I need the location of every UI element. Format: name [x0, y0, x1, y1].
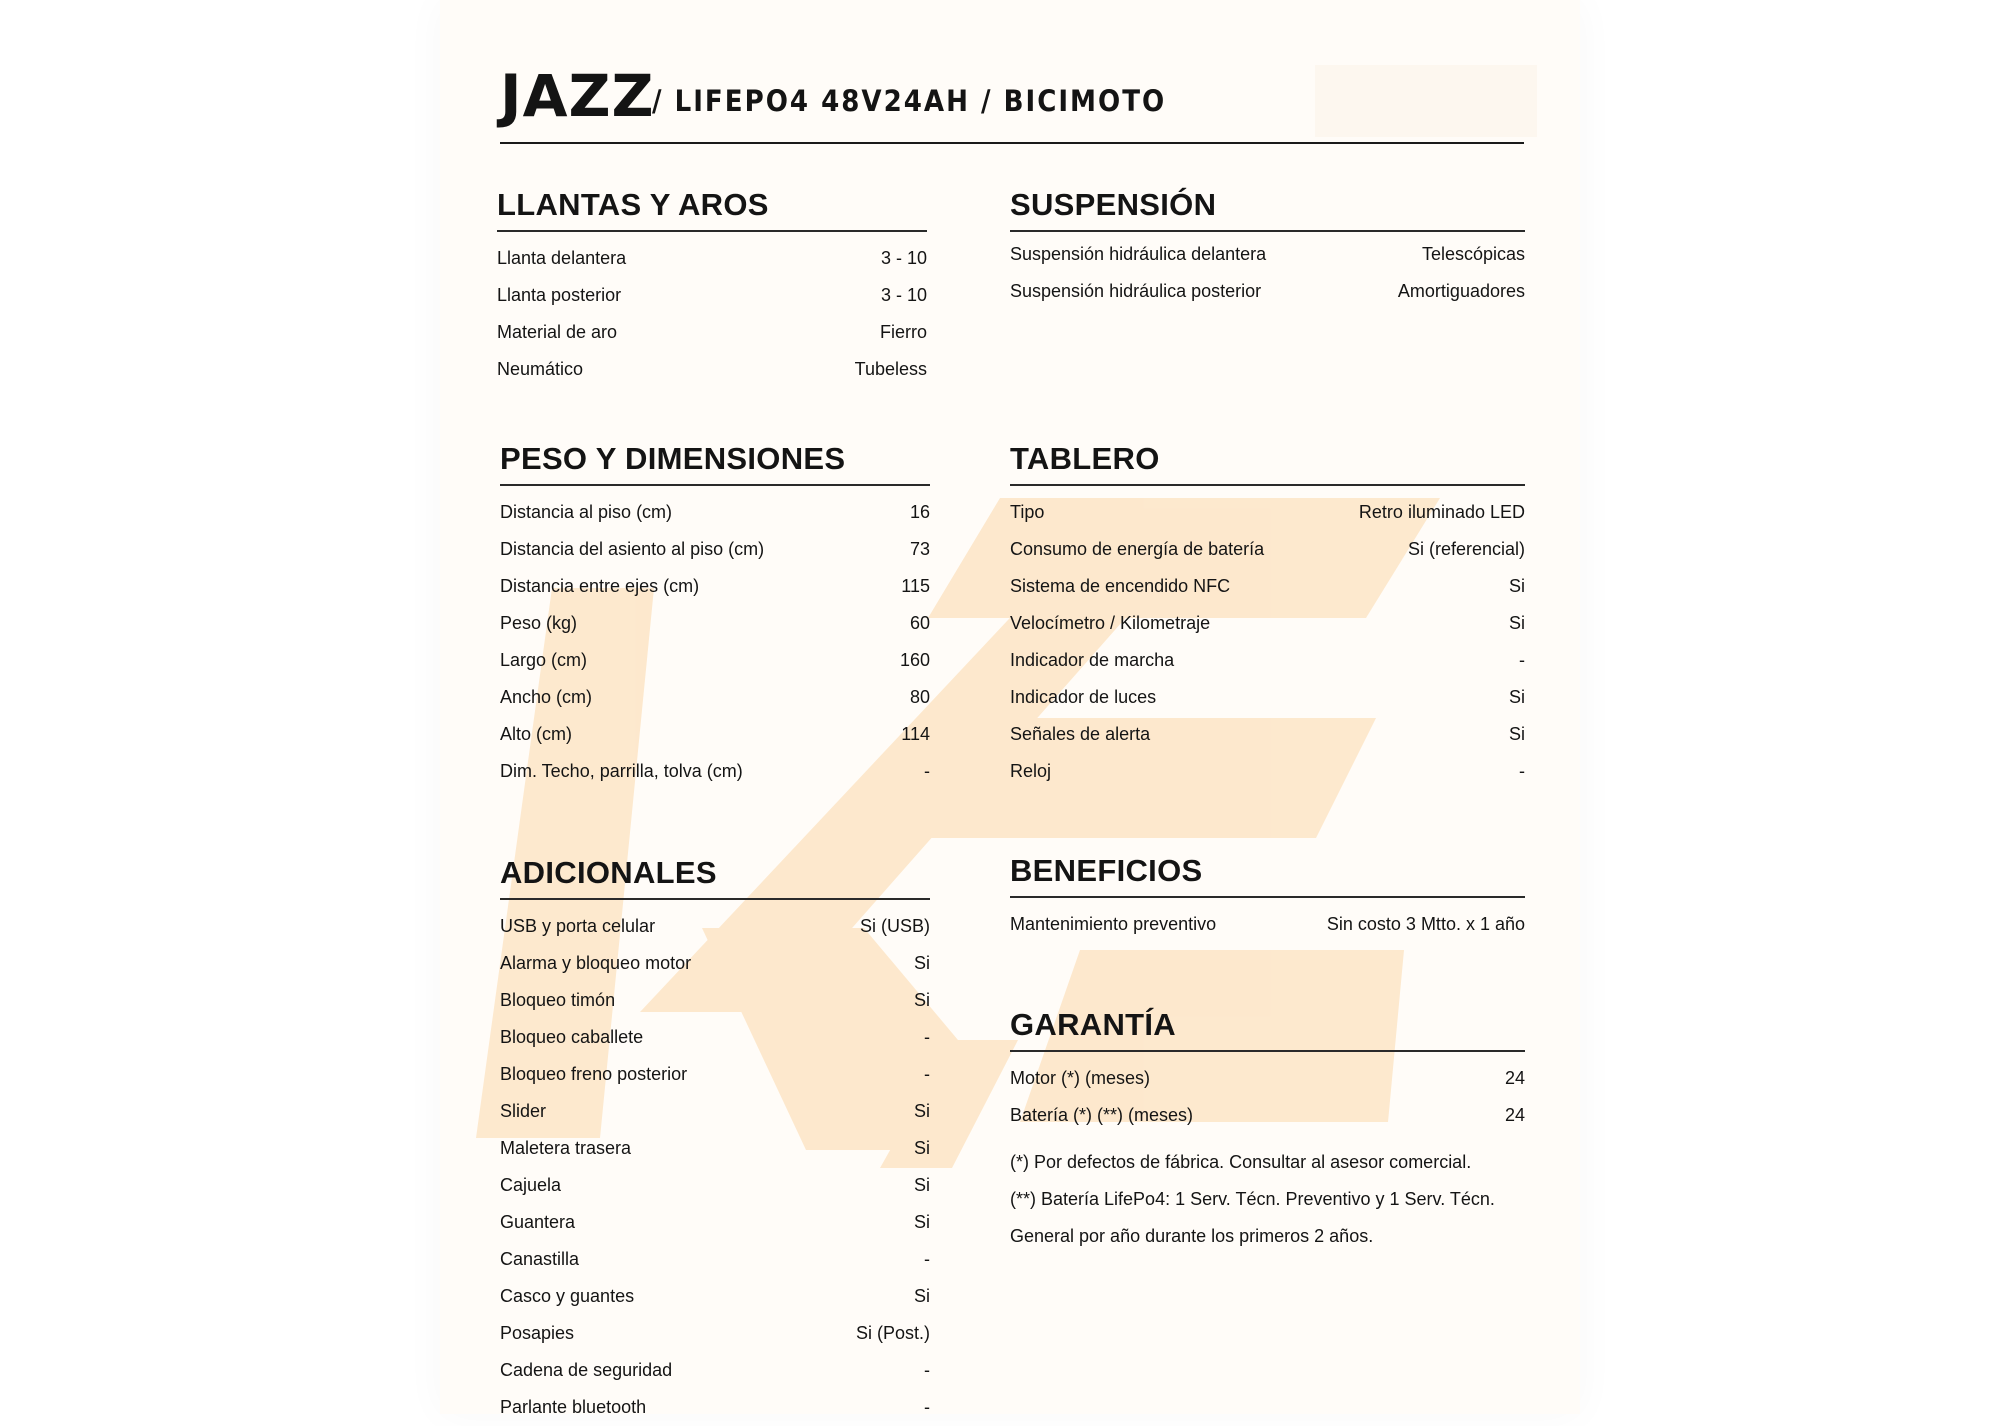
brand-name: JAZZ: [500, 62, 655, 130]
spec-row: [497, 314, 927, 351]
spec-label: Largo (cm): [500, 650, 588, 670]
spec-value: Si: [913, 1138, 930, 1158]
spec-row: [497, 240, 927, 277]
spec-label: Parlante bluetooth: [500, 1397, 647, 1417]
section-title: PESO Y DIMENSIONES: [500, 434, 930, 486]
spec-label: Suspensión hidráulica delantera: [1010, 244, 1267, 264]
spec-row: [1010, 494, 1525, 531]
spec-value: -: [1519, 650, 1525, 670]
spec-label: Reloj: [1010, 761, 1052, 781]
spec-row: [500, 642, 930, 679]
spec-row: [497, 351, 927, 388]
spec-row: [500, 1241, 930, 1278]
spec-value: Si: [913, 1101, 930, 1121]
spec-label: Distancia al piso (cm): [500, 502, 673, 522]
spec-label: Indicador de luces: [1010, 687, 1157, 707]
spec-label: Llanta posterior: [497, 285, 622, 305]
spec-value: -: [924, 1249, 930, 1269]
spec-value: Si: [1508, 613, 1525, 633]
spec-value: 24: [1504, 1068, 1525, 1088]
spec-value: -: [924, 761, 930, 781]
spec-value: Si (referencial): [1407, 539, 1525, 559]
section-title: ADICIONALES: [500, 848, 930, 900]
spec-row: [500, 494, 930, 531]
spec-value: 24: [1504, 1105, 1525, 1125]
header-divider: [500, 142, 1524, 144]
spec-row: [1010, 236, 1525, 273]
spec-row: [500, 1278, 930, 1315]
section-title: TABLERO: [1010, 434, 1525, 486]
spec-row: [1010, 273, 1525, 310]
section-title: SUSPENSIÓN: [1010, 180, 1525, 232]
spec-row: [1010, 1097, 1525, 1134]
spec-value: Si: [913, 1286, 930, 1306]
spec-label: Ancho (cm): [500, 687, 593, 707]
spec-label: Cajuela: [500, 1175, 562, 1195]
spec-row: [500, 945, 930, 982]
spec-row: [500, 1056, 930, 1093]
spec-label: Casco y guantes: [500, 1286, 635, 1306]
spec-value: Retro iluminado LED: [1358, 502, 1525, 522]
spec-value: Si: [1508, 576, 1525, 596]
spec-label: Bloqueo timón: [500, 990, 616, 1010]
spec-value: -: [924, 1027, 930, 1047]
section-garantia: [1010, 1000, 1525, 1255]
spec-label: Señales de alerta: [1010, 724, 1151, 744]
spec-row: [1010, 1060, 1525, 1097]
model-subtitle: / LIFEPO4 48V24AH / BICIMOTO: [652, 84, 1167, 118]
spec-row: [500, 1204, 930, 1241]
spec-row: [1010, 605, 1525, 642]
spec-row: [1010, 568, 1525, 605]
spec-row: [497, 277, 927, 314]
spec-row: [500, 1389, 930, 1426]
spec-label: Neumático: [497, 359, 584, 379]
spec-value: Si (USB): [859, 916, 930, 936]
spec-label: Tipo: [1010, 502, 1045, 522]
spec-row: [1010, 679, 1525, 716]
page-header: [500, 60, 1524, 144]
spec-row: [500, 1019, 930, 1056]
spec-row: [500, 716, 930, 753]
spec-value: 73: [909, 539, 930, 559]
spec-value: -: [924, 1397, 930, 1417]
spec-label: Cadena de seguridad: [500, 1360, 673, 1380]
section-tablero: [1010, 434, 1525, 790]
footnote: (*) Por defectos de fábrica. Consultar al asesor comercial.: [1010, 1152, 1472, 1172]
section-title: LLANTAS Y AROS: [497, 180, 927, 232]
spec-row: [1010, 642, 1525, 679]
spec-row: [1010, 753, 1525, 790]
spec-value: Si (Post.): [855, 1323, 930, 1343]
spec-row: [500, 1352, 930, 1389]
section-llantas: [497, 180, 927, 388]
spec-row: [1010, 531, 1525, 568]
spec-row: [500, 568, 930, 605]
section-title: GARANTÍA: [1010, 1000, 1525, 1052]
spec-value: Si: [913, 990, 930, 1010]
spec-value: -: [1519, 761, 1525, 781]
spec-label: Guantera: [500, 1212, 576, 1232]
spec-row: [500, 1130, 930, 1167]
warranty-notes: [1010, 1144, 1525, 1255]
spec-value: 16: [909, 502, 930, 522]
spec-value: 114: [901, 724, 930, 744]
spec-sheet: [440, 0, 1580, 1417]
spec-label: Slider: [500, 1101, 547, 1121]
spec-value: -: [924, 1360, 930, 1380]
footnote: (**) Batería LifePo4: 1 Serv. Técn. Preventivo y 1 Serv. Técn.: [1010, 1189, 1495, 1209]
spec-label: Velocímetro / Kilometraje: [1010, 613, 1211, 633]
spec-label: USB y porta celular: [500, 916, 656, 936]
section-peso-dimensiones: [500, 434, 930, 790]
spec-label: Dim. Techo, parrilla, tolva (cm): [500, 761, 743, 781]
spec-label: Indicador de marcha: [1010, 650, 1175, 670]
spec-row: [500, 605, 930, 642]
spec-label: Material de aro: [497, 322, 618, 342]
section-title: BENEFICIOS: [1010, 846, 1525, 898]
spec-value: Sin costo 3 Mtto. x 1 año: [1326, 914, 1525, 934]
spec-value: -: [924, 1064, 930, 1084]
spec-label: Mantenimiento preventivo: [1010, 914, 1217, 934]
spec-row: [500, 679, 930, 716]
spec-label: Llanta delantera: [497, 248, 627, 268]
spec-row: [500, 753, 930, 790]
spec-label: Alarma y bloqueo motor: [500, 953, 692, 973]
spec-row: [500, 531, 930, 568]
spec-value: 3 - 10: [880, 248, 927, 268]
spec-label: Motor (*) (meses): [1010, 1068, 1151, 1088]
spec-label: Maletera trasera: [500, 1138, 632, 1158]
spec-row: [500, 1093, 930, 1130]
spec-value: 160: [899, 650, 930, 670]
spec-label: Posapies: [500, 1323, 575, 1343]
section-beneficios: [1010, 846, 1525, 943]
spec-value: 3 - 10: [880, 285, 927, 305]
spec-row: [500, 1315, 930, 1352]
footnote: General por año durante los primeros 2 años.: [1010, 1226, 1374, 1246]
spec-value: Si: [913, 1212, 930, 1232]
spec-label: Canastilla: [500, 1249, 580, 1269]
spec-label: Sistema de encendido NFC: [1010, 576, 1231, 596]
spec-value: Si: [1508, 724, 1525, 744]
spec-label: Distancia entre ejes (cm): [500, 576, 700, 596]
spec-label: Alto (cm): [500, 724, 572, 744]
spec-label: Bloqueo freno posterior: [500, 1064, 688, 1084]
spec-label: Consumo de energía de batería: [1010, 539, 1265, 559]
spec-value: Tubeless: [854, 359, 927, 379]
spec-row: [500, 908, 930, 945]
section-suspension: [1010, 180, 1525, 310]
spec-value: 60: [909, 613, 930, 633]
spec-label: Suspensión hidráulica posterior: [1010, 281, 1262, 301]
spec-value: Si: [1508, 687, 1525, 707]
spec-value: Fierro: [879, 322, 927, 342]
spec-label: Distancia del asiento al piso (cm): [500, 539, 765, 559]
spec-value: 115: [901, 576, 930, 596]
spec-row: [500, 1167, 930, 1204]
section-adicionales: [500, 848, 930, 1426]
spec-label: Bloqueo caballete: [500, 1027, 644, 1047]
logo-placeholder: [1315, 65, 1537, 137]
spec-value: Si: [913, 953, 930, 973]
spec-label: Peso (kg): [500, 613, 578, 633]
spec-row: [1010, 906, 1525, 943]
spec-row: [500, 982, 930, 1019]
spec-row: [1010, 716, 1525, 753]
spec-value: Telescópicas: [1421, 244, 1525, 264]
spec-value: Si: [913, 1175, 930, 1195]
spec-value: Amortiguadores: [1397, 281, 1525, 301]
spec-label: Batería (*) (**) (meses): [1010, 1105, 1194, 1125]
spec-value: 80: [909, 687, 930, 707]
